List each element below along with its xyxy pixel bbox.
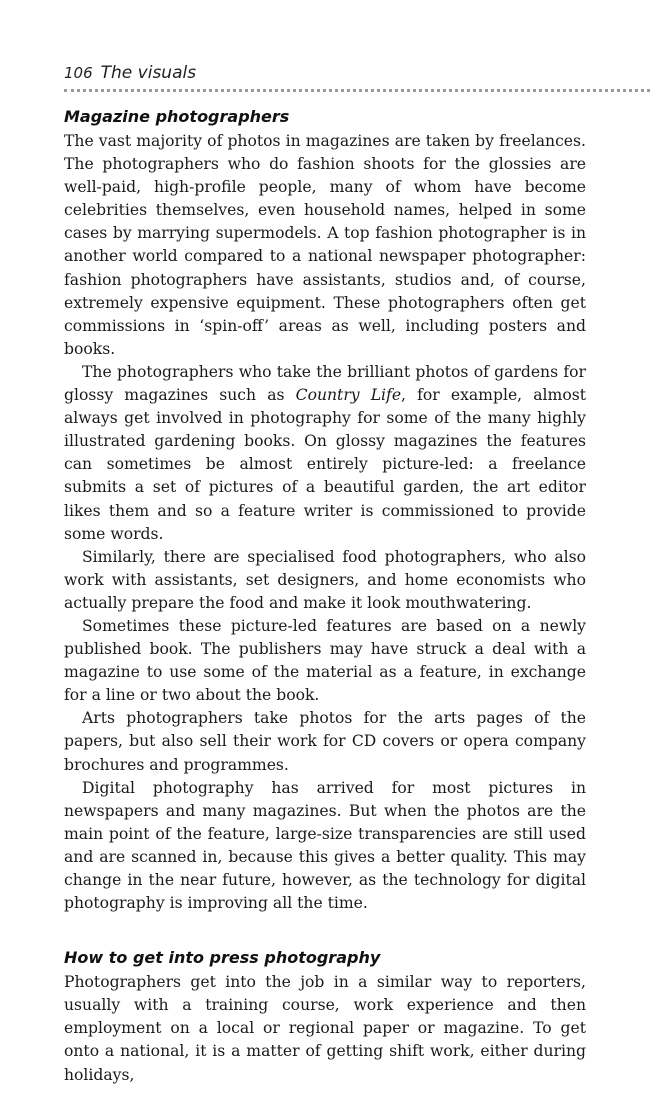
paragraph: Digital photography has arrived for most pictures in newspapers and many magazines. But when the photos are the main point of the feature, large-size transparencies are still used and are scanned in, because this gives a better quality. This may change in the near future, however, as the technology for digital photography is improving all the time. [64, 778, 586, 913]
section-body-magazine-photographers [64, 130, 586, 915]
paragraph: Sometimes these picture-led features are based on a newly published book. The publishers may have struck a deal with a magazine to use some of the material as a feature, in exchange for a line or two about the book. [64, 616, 586, 705]
paragraph-text: , for example, almost always get involved in photography for some of the many highly illustrated gardening books. On glossy magazines the features can sometimes be almost entirely picture-led: a freelance submits a set of pictures of a beautiful garden, the art editor likes them and so a feature writer is commissioned to provide some words. [64, 386, 586, 543]
paragraph [64, 361, 586, 546]
section-body-press-photography [64, 971, 586, 1086]
paragraph: Arts photographers take photos for the arts pages of the papers, but also sell their work for CD covers or opera company brochures and programmes. [64, 709, 586, 774]
running-head-title: The visuals [100, 63, 197, 83]
paragraph: Photographers get into the job in a similar way to reporters, usually with a training course, work experience and then employment on a local or regional paper or magazine. To get onto a national, it is a matter of getting shift work, either during holidays, [64, 973, 586, 1084]
book-page [64, 62, 586, 1087]
section-heading-magazine-photographers: Magazine photographers [64, 107, 290, 126]
paragraph: Similarly, there are specialised food photographers, who also work with assistants, set designers, and home economists who actually prepare the food and make it look mouthwatering. [64, 547, 586, 612]
publication-title: Country Life [295, 386, 402, 405]
running-head [64, 62, 586, 84]
section-heading-press-photography: How to get into press photography [64, 948, 381, 968]
page-number: 106 [64, 64, 93, 82]
paragraph-text: The photographers who take the brilliant photos of gardens for glossy magazines such as [64, 362, 586, 405]
paragraph: The vast majority of photos in magazines are taken by freelances. The photographers who do fashion shoots for the glossies are well-paid, high-profile people, many of whom have become celebrities themselves, even household names, helped in some cases by marrying supermodels. A top fashion photographer is in another world compared to a national newspaper photographer: fashion photographers have assistants, studios and, of course, extremely expensive equipment. These photographers often get commissions in ‘spin-off’ areas as well, including posters and books. [64, 132, 586, 358]
dotted-divider [64, 89, 650, 92]
